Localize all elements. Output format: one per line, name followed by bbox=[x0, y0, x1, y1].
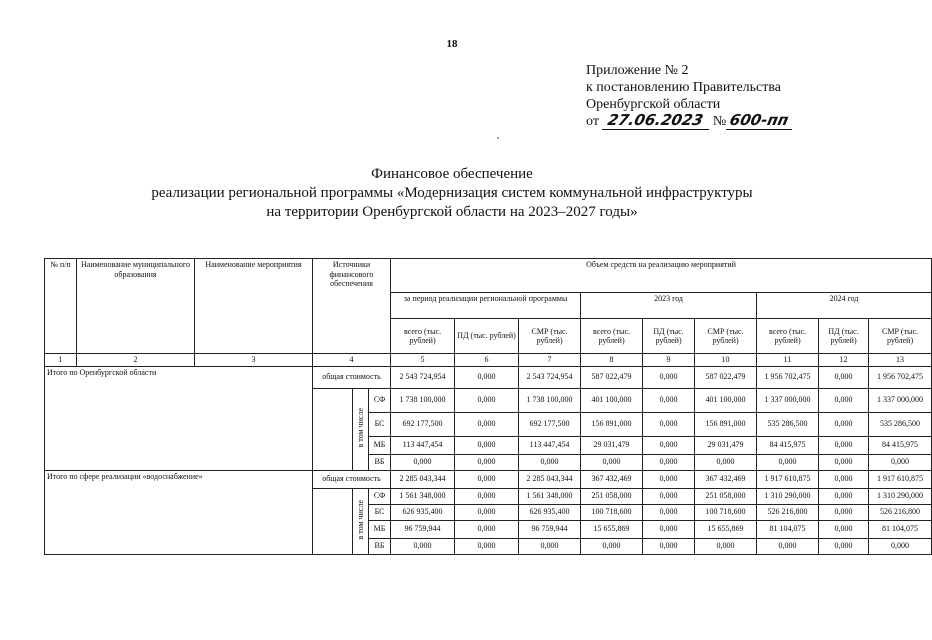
value-cell: 587 022,479 bbox=[581, 366, 643, 388]
value-cell: 0,000 bbox=[455, 412, 519, 436]
value-cell: 0,000 bbox=[819, 454, 869, 470]
col-index: 11 bbox=[757, 354, 819, 367]
value-cell: 2 543 724,954 bbox=[519, 366, 581, 388]
value-cell: 0,000 bbox=[695, 454, 757, 470]
source-cell: БС bbox=[369, 412, 391, 436]
value-cell: 1 337 000,000 bbox=[757, 388, 819, 412]
value-cell: 626 935,400 bbox=[391, 504, 455, 520]
value-cell: 1 956 702,475 bbox=[869, 366, 932, 388]
value-cell: 0,000 bbox=[391, 454, 455, 470]
value-cell: 113 447,454 bbox=[519, 436, 581, 454]
value-cell: 0,000 bbox=[455, 436, 519, 454]
value-cell: 535 286,500 bbox=[757, 412, 819, 436]
header-period: за период реализации региональной программы bbox=[391, 293, 581, 319]
value-cell: 0,000 bbox=[869, 454, 932, 470]
value-cell: 0,000 bbox=[819, 436, 869, 454]
value-cell: 626 935,400 bbox=[519, 504, 581, 520]
header-num: № п/п bbox=[45, 259, 77, 354]
value-cell: 526 216,800 bbox=[869, 504, 932, 520]
source-cell: СФ bbox=[369, 388, 391, 412]
sub-smr-2024: СМР (тыс. рублей) bbox=[869, 319, 932, 354]
finance-table bbox=[44, 258, 932, 555]
appendix-line-2: к постановлению Правительства bbox=[586, 80, 782, 95]
decree-date: 27.06.2023 bbox=[606, 111, 706, 129]
value-cell: 1 738 100,000 bbox=[391, 388, 455, 412]
header-2023: 2023 год bbox=[581, 293, 757, 319]
value-cell: 0,000 bbox=[581, 454, 643, 470]
appendix-date-line bbox=[586, 113, 792, 130]
source-cell: СФ bbox=[369, 488, 391, 504]
value-cell: 1 561 348,000 bbox=[391, 488, 455, 504]
value-cell: 0,000 bbox=[643, 412, 695, 436]
sub-total-2024: всего (тыс. рублей) bbox=[757, 319, 819, 354]
source-cell: МБ bbox=[369, 520, 391, 538]
col-index: 1 bbox=[45, 354, 77, 367]
value-cell: 0,000 bbox=[819, 538, 869, 554]
value-cell: 401 100,000 bbox=[695, 388, 757, 412]
source-cell: общая стоимость bbox=[313, 470, 391, 488]
sub-pd-2024: ПД (тыс. рублей) bbox=[819, 319, 869, 354]
value-cell: 15 655,869 bbox=[695, 520, 757, 538]
value-cell: 0,000 bbox=[695, 538, 757, 554]
value-cell: 0,000 bbox=[819, 488, 869, 504]
value-cell: 692 177,500 bbox=[391, 412, 455, 436]
decree-number-wrap bbox=[726, 113, 792, 130]
header-sources: Источники финансового обеспечения bbox=[313, 259, 391, 354]
value-cell: 2 285 043,344 bbox=[391, 470, 455, 488]
value-cell: 29 031,479 bbox=[695, 436, 757, 454]
value-cell: 84 415,975 bbox=[757, 436, 819, 454]
source-cell: ВБ bbox=[369, 454, 391, 470]
decree-date-wrap bbox=[602, 113, 709, 130]
sub-pd-period: ПД (тыс. рублей) bbox=[455, 319, 519, 354]
value-cell: 0,000 bbox=[643, 504, 695, 520]
sub-smr-period: СМР (тыс. рублей) bbox=[519, 319, 581, 354]
sub-smr-2023: СМР (тыс. рублей) bbox=[695, 319, 757, 354]
value-cell: 367 432,469 bbox=[695, 470, 757, 488]
col-index: 12 bbox=[819, 354, 869, 367]
col-index: 6 bbox=[455, 354, 519, 367]
col-index: 9 bbox=[643, 354, 695, 367]
value-cell: 0,000 bbox=[869, 538, 932, 554]
value-cell: 0,000 bbox=[819, 366, 869, 388]
group-label: Итого по сфере реализации «водоснабжение» bbox=[45, 470, 313, 554]
value-cell: 1 310 290,000 bbox=[869, 488, 932, 504]
including-label: в том числе bbox=[355, 500, 365, 540]
value-cell: 84 415,975 bbox=[869, 436, 932, 454]
value-cell: 0,000 bbox=[643, 436, 695, 454]
value-cell: 0,000 bbox=[757, 454, 819, 470]
group-label: Итого по Оренбургской области bbox=[45, 366, 313, 470]
source-cell: общая стоимость bbox=[313, 366, 391, 388]
value-cell: 251 058,000 bbox=[695, 488, 757, 504]
value-cell: 0,000 bbox=[819, 388, 869, 412]
value-cell: 100 718,600 bbox=[695, 504, 757, 520]
value-cell: 0,000 bbox=[455, 488, 519, 504]
value-cell: 0,000 bbox=[455, 538, 519, 554]
value-cell: 1 738 100,000 bbox=[519, 388, 581, 412]
value-cell: 0,000 bbox=[643, 538, 695, 554]
value-cell: 0,000 bbox=[819, 412, 869, 436]
col-index: 5 bbox=[391, 354, 455, 367]
value-cell: 0,000 bbox=[455, 470, 519, 488]
value-cell: 0,000 bbox=[455, 504, 519, 520]
value-cell: 81 104,075 bbox=[869, 520, 932, 538]
value-cell: 367 432,469 bbox=[581, 470, 643, 488]
value-cell: 156 891,000 bbox=[581, 412, 643, 436]
value-cell: 96 759,944 bbox=[391, 520, 455, 538]
value-cell: 1 917 610,875 bbox=[869, 470, 932, 488]
value-cell: 1 956 702,475 bbox=[757, 366, 819, 388]
header-2024: 2024 год bbox=[757, 293, 932, 319]
decree-number: 600-пп bbox=[728, 111, 791, 129]
value-cell: 0,000 bbox=[757, 538, 819, 554]
value-cell: 1 561 348,000 bbox=[519, 488, 581, 504]
value-cell: 692 177,500 bbox=[519, 412, 581, 436]
value-cell: 0,000 bbox=[819, 504, 869, 520]
value-cell: 587 022,479 bbox=[695, 366, 757, 388]
sub-total-2023: всего (тыс. рублей) bbox=[581, 319, 643, 354]
including-label: в том числе bbox=[355, 408, 365, 448]
table-row bbox=[45, 366, 932, 388]
value-cell: 0,000 bbox=[643, 388, 695, 412]
value-cell: 2 285 043,344 bbox=[519, 470, 581, 488]
value-cell: 1 310 290,000 bbox=[757, 488, 819, 504]
number-sign: № bbox=[712, 114, 727, 129]
including-label-cell bbox=[353, 388, 369, 470]
value-cell: 0,000 bbox=[581, 538, 643, 554]
blank-cell bbox=[313, 488, 353, 554]
document-title bbox=[0, 165, 904, 222]
title-line-3: на территории Оренбургской области на 2023–2027 годы» bbox=[266, 204, 638, 220]
value-cell: 156 891,000 bbox=[695, 412, 757, 436]
source-cell: МБ bbox=[369, 436, 391, 454]
col-index: 2 bbox=[77, 354, 195, 367]
value-cell: 0,000 bbox=[519, 538, 581, 554]
value-cell: 0,000 bbox=[455, 520, 519, 538]
value-cell: 401 100,000 bbox=[581, 388, 643, 412]
value-cell: 0,000 bbox=[643, 454, 695, 470]
header-event: Наименование мероприятия bbox=[195, 259, 313, 354]
value-cell: 0,000 bbox=[455, 366, 519, 388]
value-cell: 2 543 724,954 bbox=[391, 366, 455, 388]
from-label: от bbox=[586, 114, 599, 129]
col-index: 13 bbox=[869, 354, 932, 367]
col-index: 8 bbox=[581, 354, 643, 367]
value-cell: 113 447,454 bbox=[391, 436, 455, 454]
value-cell: 0,000 bbox=[643, 520, 695, 538]
value-cell: 0,000 bbox=[643, 488, 695, 504]
value-cell: 0,000 bbox=[455, 454, 519, 470]
appendix-line-3: Оренбургской области bbox=[586, 97, 721, 112]
source-cell: ВБ bbox=[369, 538, 391, 554]
appendix-line-1: Приложение № 2 bbox=[586, 63, 689, 78]
value-cell: 81 104,075 bbox=[757, 520, 819, 538]
title-line-2: реализации региональной программы «Модернизация систем коммунальной инфраструктуры bbox=[151, 185, 753, 201]
including-label-cell bbox=[353, 488, 369, 554]
value-cell: 1 337 000,000 bbox=[869, 388, 932, 412]
blank-cell bbox=[313, 388, 353, 470]
column-index-row bbox=[45, 354, 932, 367]
value-cell: 96 759,944 bbox=[519, 520, 581, 538]
value-cell: 0,000 bbox=[819, 520, 869, 538]
source-cell: БС bbox=[369, 504, 391, 520]
value-cell: 0,000 bbox=[643, 470, 695, 488]
value-cell: 251 058,000 bbox=[581, 488, 643, 504]
table-row bbox=[45, 470, 932, 488]
value-cell: 0,000 bbox=[819, 470, 869, 488]
col-index: 3 bbox=[195, 354, 313, 367]
value-cell: 0,000 bbox=[455, 388, 519, 412]
title-line-1: Финансовое обеспечение bbox=[371, 166, 533, 182]
header-volume: Объем средств на реализацию мероприятий bbox=[391, 259, 932, 293]
value-cell: 0,000 bbox=[391, 538, 455, 554]
value-cell: 0,000 bbox=[519, 454, 581, 470]
value-cell: 29 031,479 bbox=[581, 436, 643, 454]
scan-dot bbox=[497, 137, 499, 139]
sub-total-period: всего (тыс. рублей) bbox=[391, 319, 455, 354]
value-cell: 15 655,869 bbox=[581, 520, 643, 538]
col-index: 7 bbox=[519, 354, 581, 367]
appendix-block bbox=[586, 62, 792, 130]
value-cell: 535 286,500 bbox=[869, 412, 932, 436]
sub-pd-2023: ПД (тыс. рублей) bbox=[643, 319, 695, 354]
value-cell: 100 718,600 bbox=[581, 504, 643, 520]
page-number: 18 bbox=[446, 38, 458, 50]
value-cell: 0,000 bbox=[643, 366, 695, 388]
header-municipality: Наименование муниципального образования bbox=[77, 259, 195, 354]
value-cell: 1 917 610,875 bbox=[757, 470, 819, 488]
value-cell: 526 216,800 bbox=[757, 504, 819, 520]
col-index: 10 bbox=[695, 354, 757, 367]
col-index: 4 bbox=[313, 354, 391, 367]
